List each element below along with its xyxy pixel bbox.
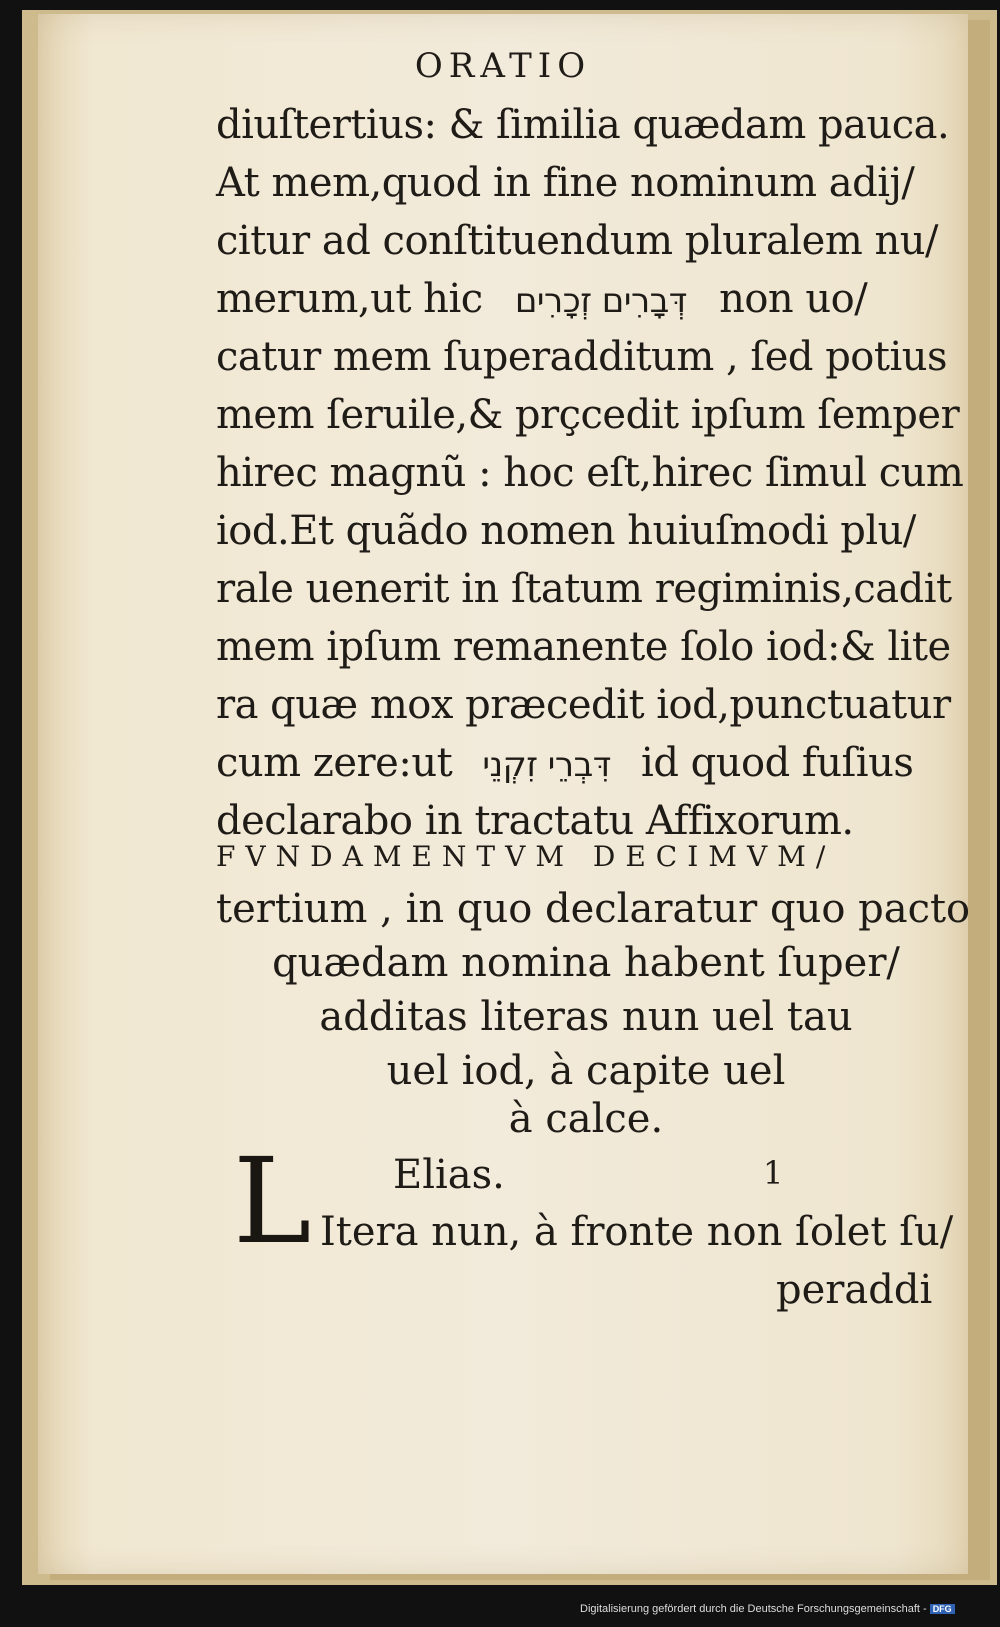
catchword: peraddi: [776, 1267, 933, 1313]
footer-text: Digitalisierung gefördert durch die Deutsche Forschungsgemeinschaft -: [580, 1603, 927, 1615]
text-line-5: catur mem ſuperadditum , ſed potius: [216, 334, 948, 380]
heading-line-3: additas literas nun uel tau: [319, 994, 853, 1040]
text-line-3: citur ad conſtituendum pluralem nu/: [216, 218, 938, 264]
text-line-12: [216, 740, 956, 786]
drop-capital: L: [233, 1132, 312, 1270]
text-line-9: rale uenerit in ſtatum regiminis,cadit: [216, 566, 952, 612]
running-head: ORATIO: [414, 46, 592, 86]
text-line-13: declarabo in tractatu Affixorum.: [216, 798, 854, 844]
text-line-11: ra quæ mox præcedit iod,punctuatur: [216, 682, 951, 728]
text-line-12-end: id quod fuſius: [641, 740, 914, 786]
text-line-4-start: merum,ut hic: [216, 276, 483, 322]
section-heading: FVNDAMENTVM DECIMVM/: [216, 840, 836, 873]
text-line-8: iod.Et quãdo nomen huiuſmodi plu/: [216, 508, 916, 554]
speaker-label: Elias.: [393, 1152, 505, 1198]
heading-line-1: tertium , in quo declaratur quo pacto: [216, 886, 971, 932]
digitization-footer: [580, 1603, 955, 1615]
text-line-6: mem ſeruile,& prçcedit ipſum ſemper: [216, 392, 960, 438]
heading-line-4: uel iod, à capite uel: [386, 1048, 786, 1094]
text-line-10: mem ipſum remanente ſolo iod:& lite: [216, 624, 951, 670]
dfg-logo: DFG: [930, 1604, 955, 1614]
text-line-1: diuſtertius: & ſimilia quædam pauca.: [216, 102, 950, 148]
heading-line-5: à calce.: [508, 1096, 664, 1142]
paragraph-number: 1: [763, 1154, 784, 1192]
text-line-4: [216, 276, 956, 322]
text-line-last: Itera nun, à fronte non ſolet ſu/: [320, 1209, 954, 1255]
text-line-4-end: non uo/: [719, 276, 868, 322]
book-page: [38, 14, 971, 1574]
heading-line-2: quædam nomina habent ſuper/: [272, 940, 900, 986]
hebrew-words-1: דְּבָרִים זְכָרִים: [514, 281, 687, 321]
text-line-12-start: cum zere:ut: [216, 740, 453, 786]
hebrew-words-2: דִּבְרֵי זִקְנֵי: [482, 745, 611, 785]
text-line-2: At mem,quod in fine nominum adij/: [216, 160, 915, 206]
text-line-7: hirec magnũ : hoc eſt,hirec ſimul cum: [216, 450, 964, 496]
